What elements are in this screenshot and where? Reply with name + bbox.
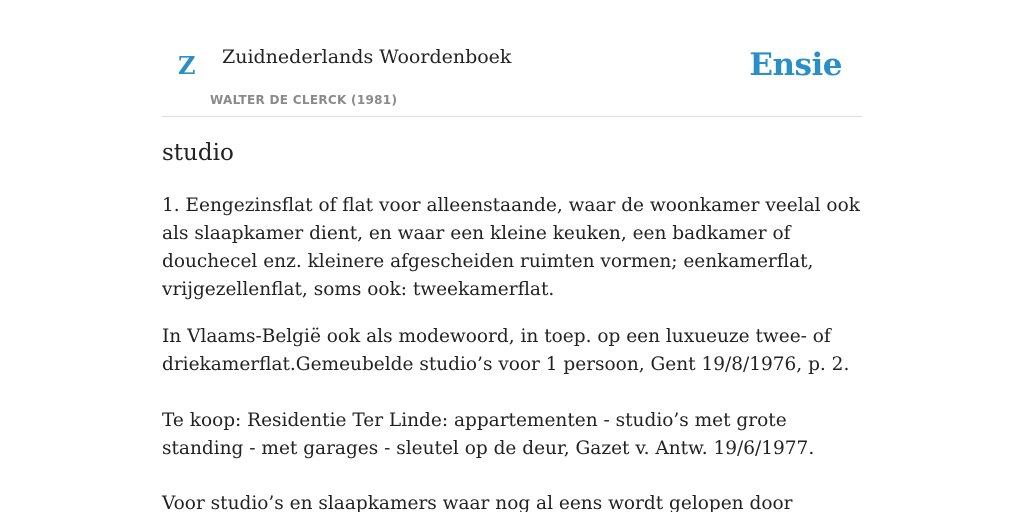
- page-container: [162, 0, 862, 512]
- usage-paragraph: In Vlaams-België ook als modewoord, in toep. op een luxueuze twee- of driekamerflat.Gemeubelde studio’s voor 1 persoon, Gent 19/8/1976, p. 2.: [162, 326, 850, 375]
- definition-paragraph: 1. Eengezinsflat of flat voor alleenstaande, waar de woonkamer veelal ook als slaapkamer dient, en waar een kleine keuken, een badkamer of douchecel enz. kleinere afgescheiden ruimten vormen; eenkamerflat, vrijgezellenflat, soms ook: tweekamerflat.: [162, 195, 860, 300]
- citation-paragraph: Te koop: Residentie Ter Linde: appartementen - studio’s met grote standing - met garages - sleutel op de deur, Gazet v. Antw. 19/6/1977.: [162, 410, 815, 459]
- dictionary-header: [162, 0, 862, 117]
- dictionary-title[interactable]: Zuidnederlands Woordenboek: [222, 46, 512, 68]
- ensie-logo[interactable]: Ensie: [749, 47, 842, 83]
- citation-paragraph: Voor studio’s en slaapkamers waar nog al eens wordt gelopen door: [162, 493, 793, 512]
- entry-headword: studio: [162, 140, 234, 166]
- dictionary-logo-letter[interactable]: Z: [178, 51, 196, 80]
- dictionary-author: WALTER DE CLERCK (1981): [210, 93, 398, 107]
